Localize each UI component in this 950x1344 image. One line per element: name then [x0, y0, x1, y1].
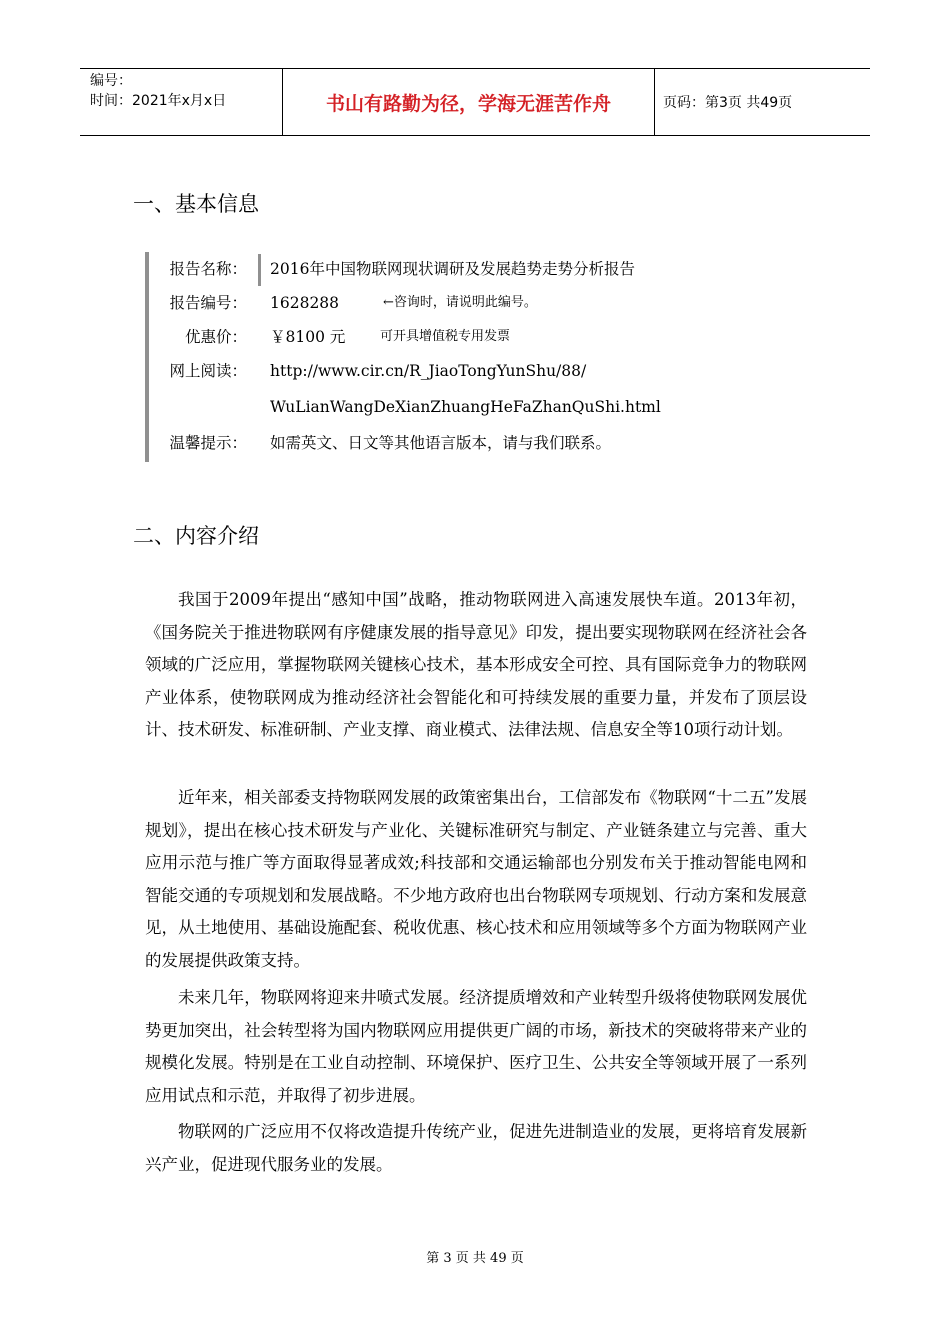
info-price-note: 可开具增值税专用发票	[380, 329, 511, 344]
header-page-info: 页码：第3页 共49页	[663, 95, 793, 111]
info-block-bar	[145, 252, 149, 462]
info-price-value: ￥8100 元	[270, 328, 346, 346]
content-paragraph-2: 近年来，相关部委支持物联网发展的政策密集出台，工信部发布《物联网“十二五”发展规划》，提出在核心技术研发与产业化、关键标准研究与制定、产业链条建立与完善、重大应用示范与推广等方面取得显著成效;科技部和交通运输部也分别发布关于推动智能电网和智能交通的专项规划和发展战略。不少地方政府也出台物联网专项规划、行动方案和发展意见，从土地使用、基础设施配套、税收优惠、核心技术和应用领域等多个方面为物联网产业的发展提供政策支持。	[145, 788, 807, 970]
section-content-title: 二、内容介绍	[133, 524, 259, 548]
header-meta	[80, 69, 282, 135]
info-online-link-1[interactable]: http://www.cir.cn/R_JiaoTongYunShu/88/	[270, 362, 587, 380]
info-online-link-2[interactable]: WuLianWangDeXianZhuangHeFaZhanQuShi.html	[270, 398, 661, 416]
info-price-label: 优惠价：	[184, 328, 247, 346]
section-basic-info-title: 一、基本信息	[133, 192, 259, 216]
info-code-value: 1628288	[270, 294, 340, 312]
info-online-label: 网上阅读：	[169, 362, 247, 380]
content-paragraph-3: 未来几年，物联网将迎来井喷式发展。经济提质增效和产业转型升级将使物联网发展优势更加突出，社会转型将为国内物联网应用提供更广阔的市场，新技术的突破将带来产业的规模化发展。特别是在工业自动控制、环境保护、医疗卫生、公共安全等领域开展了一系列应用试点和示范，并取得了初步进展。	[145, 988, 807, 1105]
info-tip-value: 如需英文、日文等其他语言版本，请与我们联系。	[270, 434, 612, 452]
info-name-bar	[258, 254, 261, 286]
content-paragraph-1: 我国于2009年提出“感知中国”战略，推动物联网进入高速发展快车道。2013年初，《国务院关于推进物联网有序健康发展的指导意见》印发，提出要实现物联网在经济社会各领域的广泛应用，掌握物联网关键核心技术，基本形成安全可控、具有国际竞争力的物联网产业体系，使物联网成为推动经济社会智能化和可持续发展的重要力量，并发布了顶层设计、技术研发、标准研制、产业支撑、商业模式、法律法规、信息安全等10项行动计划。	[145, 590, 807, 739]
header-number-label: 编号：	[90, 73, 132, 89]
info-tip-label: 温馨提示：	[169, 434, 247, 452]
info-name-label: 报告名称：	[169, 260, 247, 278]
header-motto: 书山有路勤为径，学海无涯苦作舟	[282, 69, 655, 135]
content-paragraph-4: 物联网的广泛应用不仅将改造提升传统产业，促进先进制造业的发展，更将培育发展新兴产业，促进现代服务业的发展。	[145, 1122, 807, 1174]
document-header	[80, 68, 870, 136]
page-footer: 第 3 页 共 49 页	[426, 1251, 524, 1266]
info-code-note: ←咨询时，请说明此编号。	[383, 295, 537, 310]
header-date: 时间：2021年x月x日	[90, 93, 227, 109]
info-code-label: 报告编号：	[169, 294, 247, 312]
info-name-value: 2016年中国物联网现状调研及发展趋势走势分析报告	[270, 260, 635, 278]
